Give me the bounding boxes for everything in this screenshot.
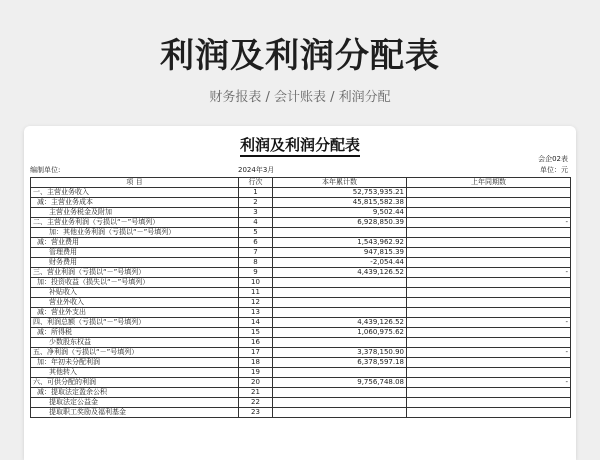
table-row (31, 408, 571, 418)
row-item-cell: 二、主营业务利润（亏损以“－”号填列） (31, 218, 239, 228)
row-current-year-cell: 4,439,126.52 (273, 318, 407, 328)
row-current-year-cell (273, 228, 407, 238)
table-row (31, 378, 571, 388)
row-line-no-cell: 7 (239, 248, 273, 258)
row-prior-year-cell (407, 198, 571, 208)
row-item-cell: 财务费用 (31, 258, 239, 268)
table-row (31, 288, 571, 298)
row-current-year-cell: 3,378,150.90 (273, 348, 407, 358)
row-line-no-cell: 12 (239, 298, 273, 308)
document-title-text: 利润及利润分配表 (240, 136, 360, 157)
row-current-year-cell (273, 338, 407, 348)
page-subtitle: 财务报表 / 会计账表 / 利润分配 (209, 90, 391, 105)
row-current-year-cell: 1,543,962.92 (273, 238, 407, 248)
row-current-year-cell: 45,815,582.38 (273, 198, 407, 208)
company-label: 编制单位: (30, 166, 61, 174)
row-item-cell: 五、净利润（亏损以“－”号填列） (31, 348, 239, 358)
table-row (31, 368, 571, 378)
row-line-no-cell: 11 (239, 288, 273, 298)
form-number: 会企02表 (538, 155, 568, 163)
table-row (31, 398, 571, 408)
row-item-cell: 三、营业利润（亏损以“－”号填列） (31, 268, 239, 278)
table-row (31, 268, 571, 278)
column-header-item: 项 目 (31, 178, 239, 188)
table-row (31, 338, 571, 348)
income-statement-table (30, 177, 571, 418)
row-prior-year-cell (407, 388, 571, 398)
table-row (31, 308, 571, 318)
row-line-no-cell: 18 (239, 358, 273, 368)
row-item-cell: 减：主营业务成本 (31, 198, 239, 208)
row-prior-year-cell (407, 308, 571, 318)
row-line-no-cell: 16 (239, 338, 273, 348)
row-line-no-cell: 21 (239, 388, 273, 398)
row-current-year-cell (273, 298, 407, 308)
row-current-year-cell (273, 408, 407, 418)
row-line-no-cell: 2 (239, 198, 273, 208)
row-current-year-cell: 9,756,748.08 (273, 378, 407, 388)
row-item-cell: 管理费用 (31, 248, 239, 258)
table-row (31, 188, 571, 198)
table-row (31, 278, 571, 288)
row-line-no-cell: 1 (239, 188, 273, 198)
row-prior-year-cell: - (407, 218, 571, 228)
row-current-year-cell (273, 368, 407, 378)
row-prior-year-cell (407, 298, 571, 308)
row-line-no-cell: 17 (239, 348, 273, 358)
row-prior-year-cell (407, 238, 571, 248)
row-line-no-cell: 15 (239, 328, 273, 338)
row-prior-year-cell (407, 288, 571, 298)
row-line-no-cell: 14 (239, 318, 273, 328)
report-sheet (24, 126, 576, 460)
table-row (31, 298, 571, 308)
row-item-cell: 一、主营业务收入 (31, 188, 239, 198)
row-current-year-cell (273, 398, 407, 408)
row-current-year-cell: -2,054.44 (273, 258, 407, 268)
row-line-no-cell: 19 (239, 368, 273, 378)
row-prior-year-cell (407, 228, 571, 238)
row-line-no-cell: 8 (239, 258, 273, 268)
table-header-row (31, 178, 571, 188)
row-prior-year-cell (407, 358, 571, 368)
row-prior-year-cell (407, 328, 571, 338)
row-item-cell: 减：提取法定盈余公积 (31, 388, 239, 398)
table-row (31, 258, 571, 268)
row-current-year-cell (273, 278, 407, 288)
row-prior-year-cell (407, 338, 571, 348)
row-current-year-cell (273, 288, 407, 298)
table-row (31, 358, 571, 368)
row-line-no-cell: 4 (239, 218, 273, 228)
row-line-no-cell: 10 (239, 278, 273, 288)
row-item-cell: 其他转入 (31, 368, 239, 378)
row-current-year-cell (273, 308, 407, 318)
row-item-cell: 加：其他业务利润（亏损以“－”号填列） (31, 228, 239, 238)
table-row (31, 388, 571, 398)
row-item-cell: 提取法定公益金 (31, 398, 239, 408)
row-item-cell: 补贴收入 (31, 288, 239, 298)
row-line-no-cell: 6 (239, 238, 273, 248)
row-line-no-cell: 3 (239, 208, 273, 218)
row-prior-year-cell (407, 398, 571, 408)
column-header-line-no: 行次 (239, 178, 273, 188)
row-prior-year-cell (407, 208, 571, 218)
document-title (24, 134, 576, 155)
table-row (31, 318, 571, 328)
row-current-year-cell: 6,378,597.18 (273, 358, 407, 368)
row-prior-year-cell (407, 258, 571, 268)
row-item-cell: 减：所得税 (31, 328, 239, 338)
row-line-no-cell: 22 (239, 398, 273, 408)
row-line-no-cell: 13 (239, 308, 273, 318)
row-prior-year-cell: - (407, 348, 571, 358)
row-prior-year-cell (407, 188, 571, 198)
report-period: 2024年3月 (238, 166, 275, 174)
unit-label: 单位：元 (540, 166, 568, 174)
row-prior-year-cell (407, 278, 571, 288)
row-current-year-cell: 947,815.39 (273, 248, 407, 258)
row-current-year-cell: 9,502.44 (273, 208, 407, 218)
row-line-no-cell: 9 (239, 268, 273, 278)
row-item-cell: 六、可供分配的利润 (31, 378, 239, 388)
row-line-no-cell: 5 (239, 228, 273, 238)
row-item-cell: 少数股东权益 (31, 338, 239, 348)
row-prior-year-cell (407, 368, 571, 378)
column-header-prior-year: 上年同期数 (407, 178, 571, 188)
row-prior-year-cell: - (407, 378, 571, 388)
row-item-cell: 减：营业费用 (31, 238, 239, 248)
row-item-cell: 提取职工奖励及福利基金 (31, 408, 239, 418)
table-row (31, 198, 571, 208)
row-line-no-cell: 23 (239, 408, 273, 418)
row-prior-year-cell: - (407, 318, 571, 328)
row-current-year-cell: 1,060,975.62 (273, 328, 407, 338)
row-current-year-cell: 52,753,935.21 (273, 188, 407, 198)
row-prior-year-cell (407, 408, 571, 418)
row-item-cell: 加：年初未分配利润 (31, 358, 239, 368)
table-row (31, 238, 571, 248)
row-current-year-cell: 4,439,126.52 (273, 268, 407, 278)
table-row (31, 248, 571, 258)
table-row (31, 228, 571, 238)
row-current-year-cell: 6,928,850.39 (273, 218, 407, 228)
column-header-current-year: 本年累计数 (273, 178, 407, 188)
table-row (31, 218, 571, 228)
table-row (31, 348, 571, 358)
row-item-cell: 主营业务税金及附加 (31, 208, 239, 218)
row-current-year-cell (273, 388, 407, 398)
page-title: 利润及利润分配表 (160, 36, 440, 76)
row-item-cell: 加：投资收益（损失以“－”号填列） (31, 278, 239, 288)
row-item-cell: 营业外收入 (31, 298, 239, 308)
table-body (31, 188, 571, 418)
row-item-cell: 减：营业外支出 (31, 308, 239, 318)
table-row (31, 328, 571, 338)
row-item-cell: 四、利润总额（亏损以“－”号填列） (31, 318, 239, 328)
row-prior-year-cell: - (407, 268, 571, 278)
row-prior-year-cell (407, 248, 571, 258)
table-row (31, 208, 571, 218)
row-line-no-cell: 20 (239, 378, 273, 388)
